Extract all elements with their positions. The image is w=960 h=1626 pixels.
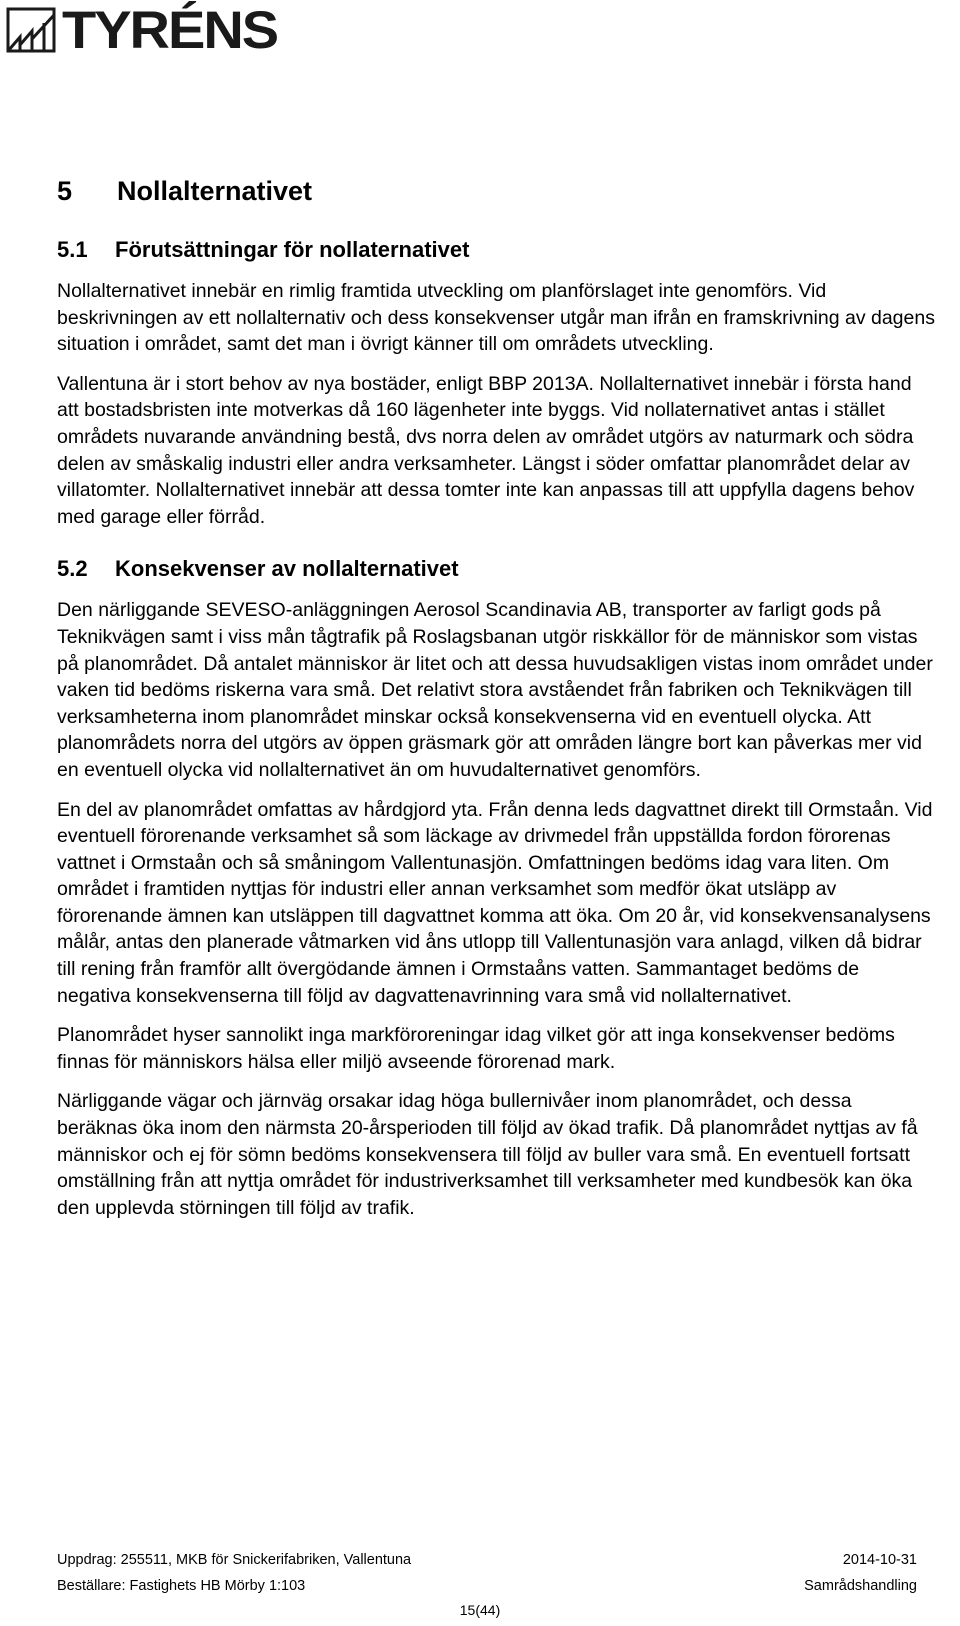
paragraph: En del av planområdet omfattas av hårdgjord yta. Från denna leds dagvattnet direkt till Ormstaån. Vid eventuell förorenande verksamhet så som läckage av drivmedel från uppställda fordon förorenas vattnet i Ormstaån och så småningom Vallentunasjön. Omfattningen bedöms idag vara liten. Om området i framtiden nyttjas för industri eller annan verksamhet som medför ökat utsläpp av förorenande ämnen kan utsläppen till dagvattnet komma att öka. Om 20 år, vid konsekvensanalysens målår, antas den planerade våtmarken vid åns utlopp till Vallentunasjön vara anlagd, vilken då bidrar till rening från framför allt övergödande ämnen i Ormstaåns vatten. Sammantaget bedöms de negativa konsekvenserna till följd av dagvattenavrinning vara små vid nollalternativet. bbox=[57, 798, 933, 1007]
footer-assignment: Uppdrag: 255511, MKB för Snickerifabriken, Vallentuna bbox=[57, 1552, 412, 1568]
section-number: 5 bbox=[57, 176, 73, 206]
section-title: Nollalternativet bbox=[117, 176, 313, 206]
tyrens-logo-mark-icon bbox=[6, 7, 56, 53]
logo-text: TYRÉNS bbox=[62, 0, 278, 60]
section-heading-5-1 bbox=[57, 235, 937, 265]
footer-row-2 bbox=[57, 1578, 917, 1594]
section-number: 5.2 bbox=[57, 556, 88, 582]
document-body bbox=[57, 173, 937, 1234]
paragraph: Den närliggande SEVESO-anläggningen Aerosol Scandinavia AB, transporter av farligt gods på Teknikvägen samt i viss mån tågtrafik på Roslagsbanan utgör riskkällor för de människor som vistas på planområdet. Då antalet människor är litet och att dessa huvudsakligen vistas inom området under vaken tid bedöms riskerna vara små. Det relativt stora avståendet från fabriken och Teknikvägen till verksamheterna inom planområdet minskar också konsekvenserna vid en eventuell olycka. Att planområdets norra del utgörs av öppen gräsmark gör att områden längre bort kan påverkas mer vid en eventuell olycka vid nollalternativet än om huvudalternativet genomförs. bbox=[57, 599, 933, 781]
footer-row-1 bbox=[57, 1552, 917, 1568]
page-number: 15(44) bbox=[459, 1602, 501, 1618]
paragraph: Vallentuna är i stort behov av nya bostäder, enligt BBP 2013A. Nollalternativet innebär i första hand att bostadsbristen inte motverkas då 160 lägenheter inte byggs. Vid nollaternativet antas i stället områdets nuvarande användning bestå, dvs norra delen av området utgörs av naturmark och södra delen av småskalig industri eller andra verksamheter. Längst i söder omfattar planområdet delar av villatomter. Nollalternativet innebär att dessa tomter inte kan anpassas till att uppfylla dagens behov med garage eller förråd. bbox=[57, 372, 915, 528]
footer-date: 2014-10-31 bbox=[842, 1552, 917, 1568]
paragraph: Närliggande vägar och järnväg orsakar idag höga bullernivåer inom planområdet, och dessa beräknas öka inom den närmsta 20-årsperioden till följd av ökad trafik. Då planområdet nyttjas av få människor och ej för sömn bedöms konsekvensera till följd av buller vara små. En eventuell fortsatt omställning från att nyttja området för industriverksamhet till verksamheter med kundbesök kan öka den upplevda störningen till följd av trafik. bbox=[57, 1090, 918, 1219]
section-number: 5.1 bbox=[57, 237, 88, 262]
paragraph: Planområdet hyser sannolikt inga markföroreningar idag vilket gör att inga konsekvenser bedöms finnas för människors hälsa eller miljö avseende förorenad mark. bbox=[57, 1024, 895, 1073]
section-heading-5 bbox=[57, 173, 937, 209]
company-logo bbox=[6, 0, 278, 60]
section-heading-5-2 bbox=[57, 554, 937, 584]
section-title: Konsekvenser av nollalternativet bbox=[115, 556, 459, 582]
paragraph: Nollalternativet innebär en rimlig framtida utveckling om planförslaget inte genomförs. Vid beskrivningen av ett nollalternativ och dess konsekvenser utgår man ifrån en framskrivning av dagens situation i området, samt det man i övrigt känner till om områdets utveckling. bbox=[57, 280, 935, 356]
footer-status: Samrådshandling bbox=[804, 1578, 917, 1594]
section-title: Förutsättningar för nollaternativet bbox=[115, 237, 470, 262]
footer-client: Beställare: Fastighets HB Mörby 1:103 bbox=[57, 1578, 306, 1594]
